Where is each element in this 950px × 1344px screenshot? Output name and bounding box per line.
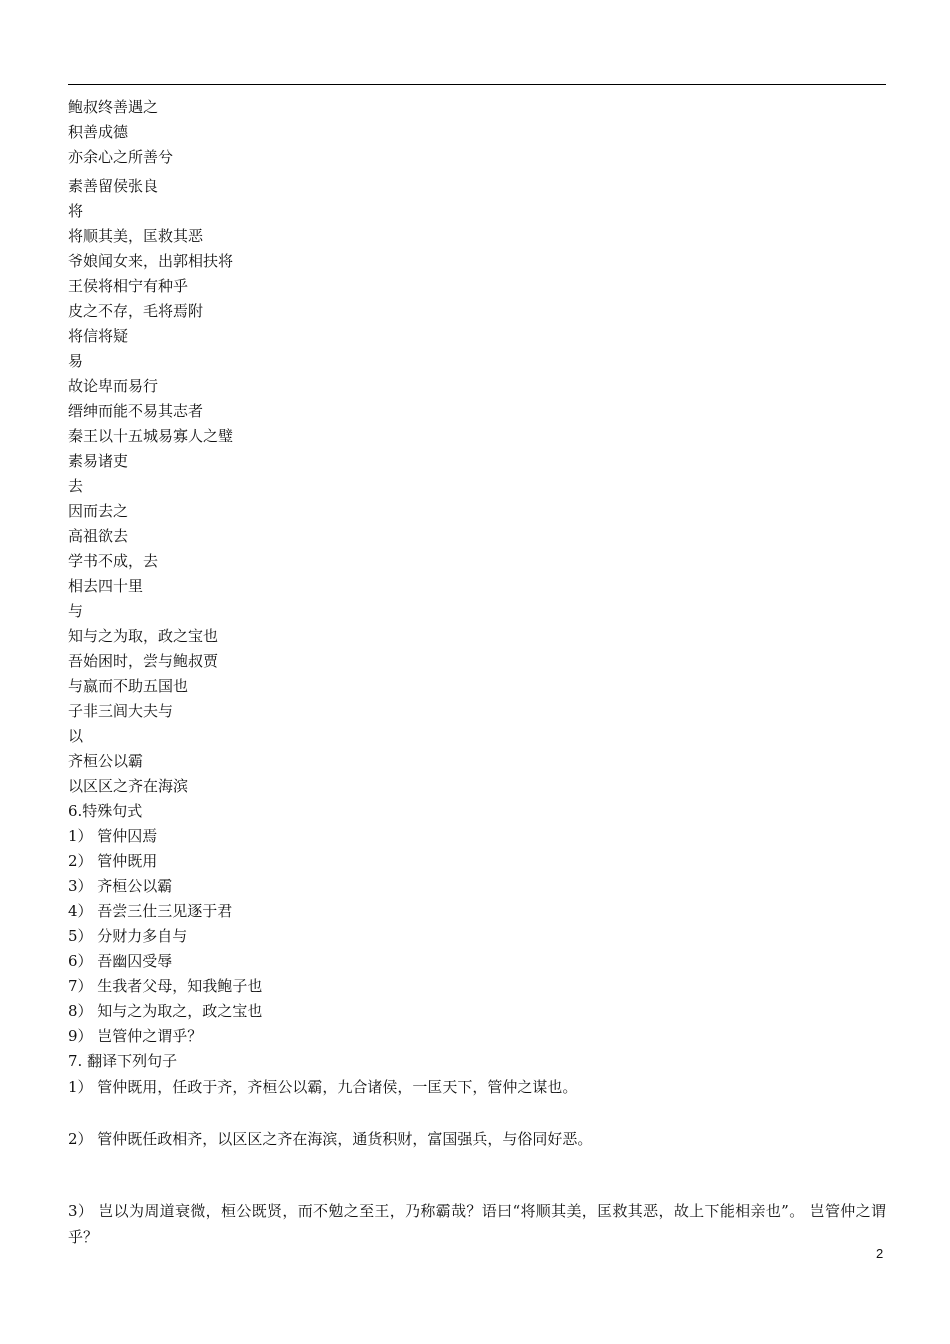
- text-line: 子非三闾大夫与: [68, 702, 174, 720]
- text-line: 积善成德: [68, 123, 129, 141]
- text-line: 学书不成，去: [68, 552, 159, 570]
- section-heading: 6.特殊句式: [68, 802, 143, 820]
- section-heading: 7. 翻译下列句子: [68, 1052, 178, 1070]
- text-line: 缙绅而能不易其志者: [68, 402, 204, 420]
- section-heading: 去: [68, 477, 84, 495]
- text-line: 齐桓公以霸: [68, 752, 144, 770]
- text-line: 素善留侯张良: [68, 177, 159, 195]
- text-line: 以区区之齐在海滨: [68, 777, 189, 795]
- list-item: 1） 管仲囚焉: [68, 827, 158, 845]
- text-line: 秦王以十五城易寡人之璧: [68, 427, 234, 445]
- section-heading: 易: [68, 352, 84, 370]
- list-item: 2） 管仲既用: [68, 852, 158, 870]
- text-line: 故论卑而易行: [68, 377, 159, 395]
- text-line: 相去四十里: [68, 577, 144, 595]
- text-line: 王侯将相宁有种乎: [68, 277, 189, 295]
- list-item: 5） 分财力多自与: [68, 927, 188, 945]
- section-heading: 将: [68, 202, 84, 220]
- text-line: 知与之为取，政之宝也: [68, 627, 219, 645]
- text-line: 素易诸吏: [68, 452, 129, 470]
- text-line: 将信将疑: [68, 327, 129, 345]
- translation-item: 1） 管仲既用，任政于齐，齐桓公以霸，九合诸侯，一匡天下，管仲之谋也。: [68, 1078, 578, 1096]
- page-number: 2: [876, 1246, 884, 1261]
- list-item: 3） 齐桓公以霸: [68, 877, 173, 895]
- document-body: [68, 95, 888, 1250]
- text-line: 高祖欲去: [68, 527, 129, 545]
- translation-item: 3） 岂以为周道衰微，桓公既贤，而不勉之至王，乃称霸哉？语曰“将顺其美，匡救其恶，故上下能相亲也”。 岂管仲之谓乎？: [68, 1202, 886, 1246]
- translation-item: 2） 管仲既任政相齐，以区区之齐在海滨，通货积财，富国强兵，与俗同好恶。: [68, 1130, 593, 1148]
- text-line: 因而去之: [68, 502, 129, 520]
- text-line: 鲍叔终善遇之: [68, 98, 159, 116]
- list-item: 9） 岂管仲之谓乎？: [68, 1027, 203, 1045]
- section-heading: 以: [68, 727, 84, 745]
- text-line: 吾始困时，尝与鲍叔贾: [68, 652, 219, 670]
- header-rule: [68, 84, 886, 85]
- text-line: 与嬴而不助五国也: [68, 677, 189, 695]
- text-line: 皮之不存，毛将焉附: [68, 302, 204, 320]
- text-line: 爷娘闻女来，出郭相扶将: [68, 252, 234, 270]
- text-line: 亦余心之所善兮: [68, 148, 174, 166]
- section-heading: 与: [68, 602, 84, 620]
- list-item: 7） 生我者父母，知我鲍子也: [68, 977, 263, 995]
- list-item: 6） 吾幽囚受辱: [68, 952, 173, 970]
- answer-space: [68, 1152, 888, 1198]
- text-line: 将顺其美，匡救其恶: [68, 227, 204, 245]
- list-item: 8） 知与之为取之，政之宝也: [68, 1002, 263, 1020]
- list-item: 4） 吾尝三仕三见逐于君: [68, 902, 233, 920]
- answer-space: [68, 1100, 888, 1126]
